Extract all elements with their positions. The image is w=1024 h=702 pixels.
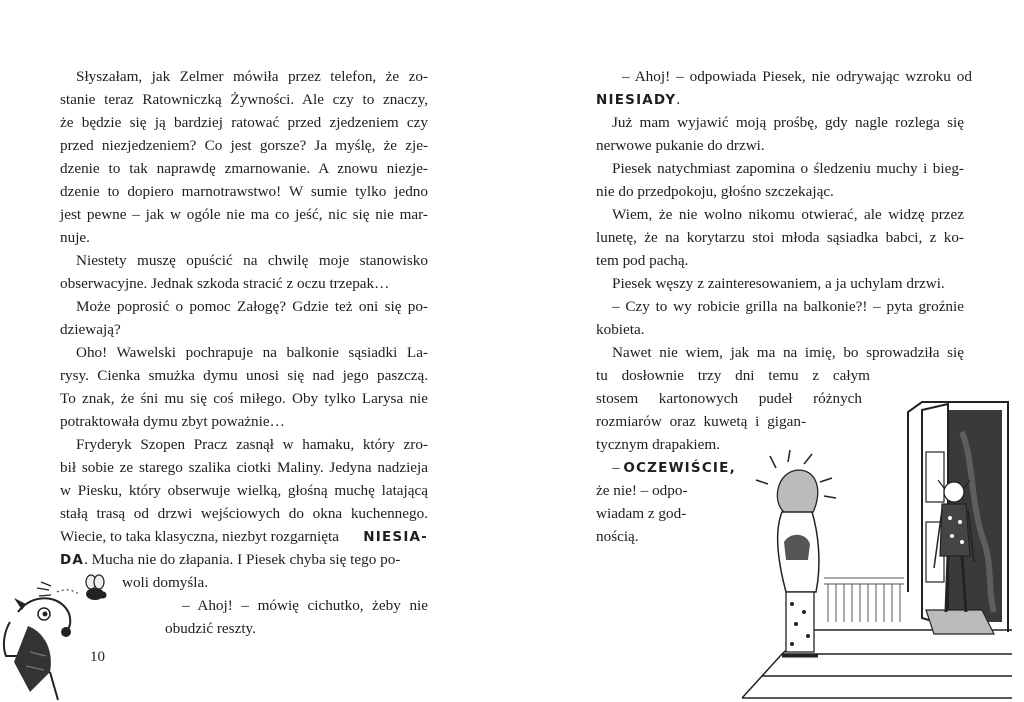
text-line: Niestety muszę opuścić na chwilę moje stanowisko <box>76 252 428 269</box>
text-line: Słyszałam, jak Zelmer mówiła przez telefon, że zo- <box>76 68 428 85</box>
text-line: lunetę, że na korytarzu stoi młoda sąsiadka babci, z ko- <box>596 229 964 246</box>
text-line: Piesek natychmiast zapomina o śledzeniu muchy i bieg- <box>612 160 964 177</box>
text-line: dzenie to tak naprawdę zmarnowanie. A znowu niezje- <box>60 160 428 177</box>
text-line: Już mam wyjawić moją prośbę, gdy nagle rozlega się <box>612 114 964 131</box>
text-line: nerwowe pukanie do drzwi. <box>596 137 765 154</box>
text-line: potraktowała dymu zbyt poważnie… <box>60 413 285 430</box>
text-line: tycznym drapakiem. <box>596 436 720 453</box>
text-line: dziewają? <box>60 321 121 338</box>
text-line: że będzie się ją bardziej ratować przed zjedzeniem czy <box>60 114 428 131</box>
text-line: rysy. Cienka smużka dymu unosi się nad jego paszczą. <box>60 367 428 384</box>
text-line: kobieta. <box>596 321 645 338</box>
text-line: – Ahoj! – mówię cichutko, żeby nie <box>182 597 428 614</box>
handwritten-word: DA <box>60 552 85 568</box>
text-line: Piesek węszy z zainteresowaniem, a ja uchylam drzwi. <box>612 275 945 292</box>
text-line: dzenie to dopiero marnotrawstwo! W sumie tylko jedno <box>60 183 428 200</box>
text-line: obserwacyjne. Jednak szkoda stracić z oczu trzepak… <box>60 275 390 292</box>
handwritten-word: NIESIADY <box>596 92 677 108</box>
text-line: jest pewne – jak w ogóle nie ma co jeść, nic się nie mar- <box>60 206 428 223</box>
text-line: woli domyśla. <box>122 574 209 591</box>
text-line: tem pod pachą. <box>596 252 689 269</box>
text-line: stanie teraz Ratowniczką Żywności. Ale czy to znaczy, <box>60 91 428 108</box>
text-line: tu dosłownie trzy dni temu z całym <box>596 367 870 384</box>
right-page <box>512 0 1024 702</box>
text-line: wiadam z god- <box>596 505 687 522</box>
text-line: – Czy to wy robicie grilla na balkonie?! – pyta groźnie <box>612 298 964 315</box>
door-scene-illustration <box>712 392 1024 702</box>
text-line: bił sobie ze starego szalika ciotki Maliny. Jedyna nadzieja <box>60 459 428 476</box>
text-line: stosem kartonowych pudeł różnych <box>596 390 862 407</box>
text-line: – Ahoj! – odpowiada Piesek, nie odrywając wzroku od <box>622 68 972 85</box>
text-line: Może poprosić o pomoc Załogę? Gdzie też oni się po- <box>76 298 428 315</box>
text-line: przed niezjedzeniem? Co jest gorsze? Ja myślę, że zje- <box>60 137 428 154</box>
text-line: w Piesku, który obserwuje wielką, głośną muchę latającą <box>60 482 428 499</box>
text-line: Nawet nie wiem, jak ma na imię, bo sprowadziła się <box>612 344 964 361</box>
text-line: Wiem, że nie wolno nikomu otwierać, ale widzę przez <box>612 206 964 223</box>
text-line: obudzić reszty. <box>165 620 256 637</box>
text-line: – OCZEWIŚCIE, <box>612 459 736 476</box>
text-line: rozmiarów oraz kuwetą i gigan- <box>596 413 806 430</box>
handwritten-word: OCZEWIŚCIE, <box>623 460 736 476</box>
text-line: nością. <box>596 528 639 545</box>
page-number: 10 <box>90 649 105 665</box>
text-line: Fryderyk Szopen Pracz zasnął w hamaku, który zro- <box>76 436 428 453</box>
text-line: NIESIADY. <box>596 91 681 108</box>
handwritten-word: NIESIA- <box>363 529 428 545</box>
text-line: nie do przedpokoju, głośno szczekając. <box>596 183 834 200</box>
text-line: Wiecie, to taka klasyczna, niezbyt rozgarnięta NIESIA- <box>60 526 428 548</box>
dog-illustration <box>0 592 86 702</box>
text-line: że nie! – odpo- <box>596 482 688 499</box>
text-line: To znak, że śni mu się coś miłego. Oby tylko Larysa nie <box>60 390 428 407</box>
text-line: Oho! Wawelski pochrapuje na balkonie sąsiadki La- <box>76 344 428 361</box>
text-line: DA. Mucha nie do złapania. I Piesek chyba się tego po- <box>60 551 401 568</box>
text-line: nuje. <box>60 229 90 246</box>
text-line: stałą trasą od drzwi wejściowych do okna kuchennego. <box>60 505 428 522</box>
